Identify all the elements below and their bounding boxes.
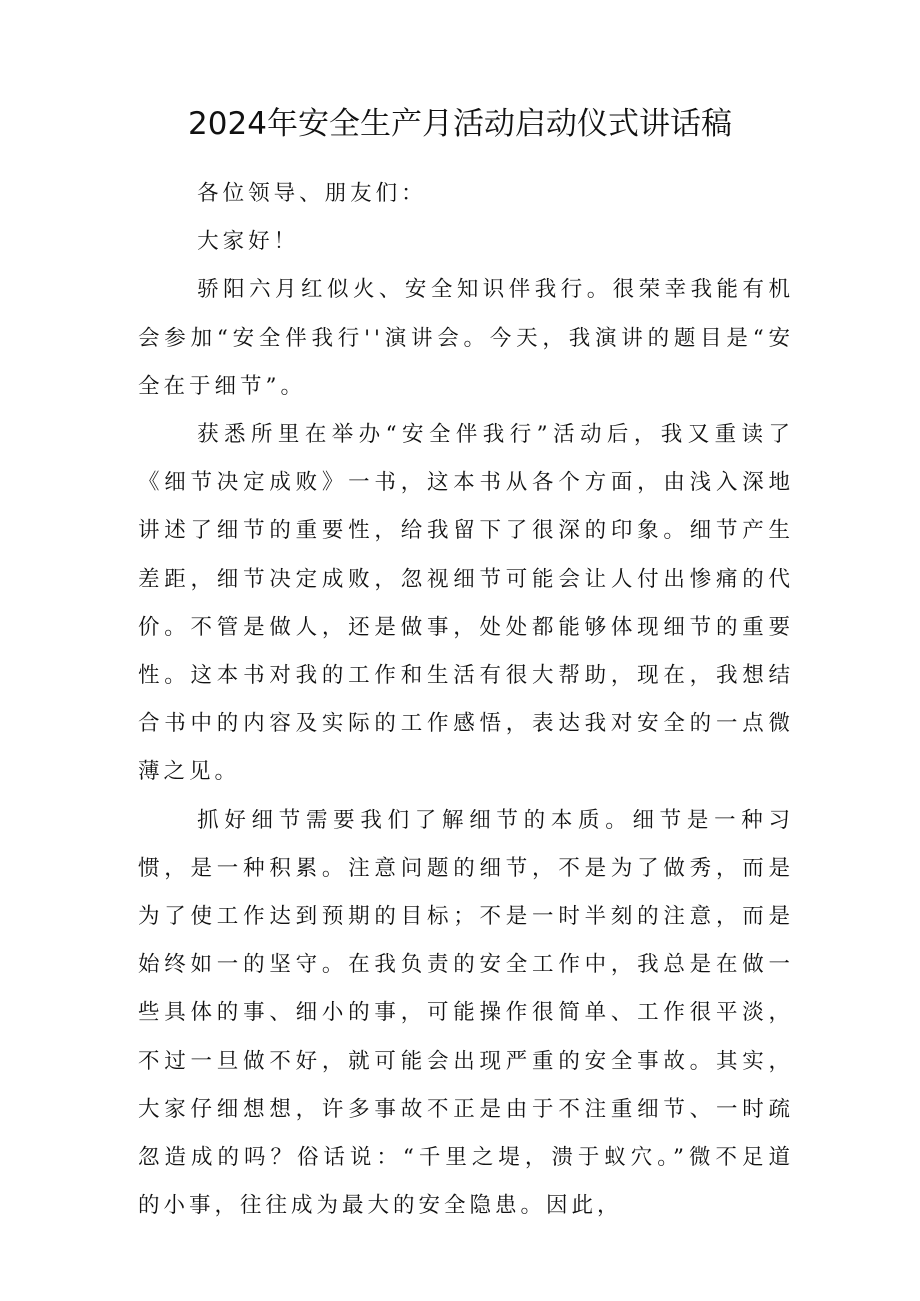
salutation-paragraph: 各位领导、朋友们： — [197, 181, 427, 206]
body-paragraph: 骄阳六月红似火、安全知识伴我行。很荣幸我能有机会参加“安全伴我行''演讲会。今天，我演讲的题目是“安全在于细节”。 — [138, 277, 794, 399]
document-title: 2024年安全生产月活动启动仪式讲话稿 — [188, 106, 732, 142]
greeting-paragraph: 大家好！ — [197, 229, 300, 255]
body-paragraph: 抓好细节需要我们了解细节的本质。细节是一种习惯，是一种积累。注意问题的细节，不是为了做秀，而是为了使工作达到预期的目标；不是一时半刻的注意，而是始终如一的坚守。在我负责的安全工作中，我总是在做一些具体的事、细小的事，可能操作很简单、工作很平淡，不过一旦做不好，就可能会出现严重的安全事故。其实，大家仔细想想，许多事故不正是由于不注重细节、一时疏忽造成的吗？俗话说：“千里之堤，溃于蚁穴。”微不足道的小事，往往成为最大的安全隐患。因此， — [138, 807, 794, 1219]
document-body — [138, 170, 794, 1230]
body-paragraph: 获悉所里在举办“安全伴我行”活动后，我又重读了《细节决定成败》一书，这本书从各个方面，由浅入深地讲述了细节的重要性，给我留下了很深的印象。细节产生差距，细节决定成败，忽视细节可能会让人付出惨痛的代价。不管是做人，还是做事，处处都能够体现细节的重要性。这本书对我的工作和生活有很大帮助，现在，我想结合书中的内容及实际的工作感悟，表达我对安全的一点微薄之见。 — [138, 422, 794, 785]
